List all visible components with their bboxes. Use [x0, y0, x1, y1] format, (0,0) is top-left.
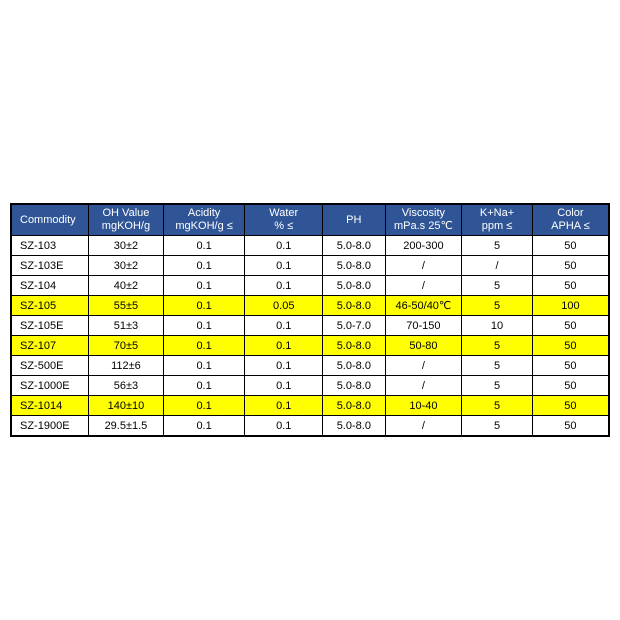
value-cell: / — [385, 356, 462, 376]
table-row — [11, 396, 609, 416]
commodity-cell: SZ-107 — [11, 336, 89, 356]
value-cell: 5.0-8.0 — [323, 336, 386, 356]
product-spec-table — [10, 203, 610, 437]
value-cell: / — [385, 276, 462, 296]
table-row — [11, 236, 609, 256]
commodity-cell: SZ-105 — [11, 296, 89, 316]
table-row — [11, 296, 609, 316]
commodity-cell: SZ-104 — [11, 276, 89, 296]
column-header — [462, 204, 533, 236]
value-cell: 5 — [462, 236, 533, 256]
table-row — [11, 256, 609, 276]
value-cell: 30±2 — [89, 256, 164, 276]
column-header-sublabel: mgKOH/g — [101, 220, 151, 232]
value-cell: 0.1 — [245, 396, 323, 416]
value-cell: 50-80 — [385, 336, 462, 356]
value-cell: 5.0-8.0 — [323, 276, 386, 296]
value-cell: 200-300 — [385, 236, 462, 256]
column-header — [385, 204, 462, 236]
value-cell: 46-50/40℃ — [385, 296, 462, 316]
value-cell: 50 — [532, 336, 609, 356]
value-cell: 0.1 — [163, 276, 245, 296]
value-cell: 0.1 — [163, 296, 245, 316]
table-row — [11, 336, 609, 356]
value-cell: 0.05 — [245, 296, 323, 316]
commodity-cell: SZ-103E — [11, 256, 89, 276]
value-cell: 0.1 — [245, 416, 323, 437]
column-header — [323, 204, 386, 236]
commodity-cell: SZ-103 — [11, 236, 89, 256]
value-cell: 5 — [462, 276, 533, 296]
value-cell: / — [385, 416, 462, 437]
table-row — [11, 356, 609, 376]
value-cell: 56±3 — [89, 376, 164, 396]
value-cell: 0.1 — [245, 276, 323, 296]
table-row — [11, 276, 609, 296]
value-cell: 5 — [462, 376, 533, 396]
value-cell: 0.1 — [163, 376, 245, 396]
value-cell: 0.1 — [245, 316, 323, 336]
value-cell: 10 — [462, 316, 533, 336]
value-cell: 0.1 — [163, 336, 245, 356]
value-cell: 70-150 — [385, 316, 462, 336]
value-cell: 5 — [462, 356, 533, 376]
column-header-sublabel: mPa.s 25℃ — [393, 220, 453, 232]
value-cell: / — [462, 256, 533, 276]
value-cell: 50 — [532, 416, 609, 437]
column-header — [163, 204, 245, 236]
value-cell: 0.1 — [163, 416, 245, 437]
table-body — [11, 236, 609, 437]
value-cell: 40±2 — [89, 276, 164, 296]
column-header-sublabel: ppm ≤ — [481, 220, 513, 232]
value-cell: 50 — [532, 376, 609, 396]
value-cell: 5.0-8.0 — [323, 396, 386, 416]
value-cell: 50 — [532, 236, 609, 256]
value-cell: 112±6 — [89, 356, 164, 376]
value-cell: 5 — [462, 416, 533, 437]
column-header — [89, 204, 164, 236]
table-row — [11, 416, 609, 437]
column-header-label: Water — [269, 207, 299, 219]
header-row — [11, 204, 609, 236]
value-cell: 50 — [532, 256, 609, 276]
commodity-cell: SZ-1014 — [11, 396, 89, 416]
value-cell: 0.1 — [245, 356, 323, 376]
value-cell: 5.0-8.0 — [323, 416, 386, 437]
value-cell: 70±5 — [89, 336, 164, 356]
value-cell: 30±2 — [89, 236, 164, 256]
column-header — [532, 204, 609, 236]
value-cell: 10-40 — [385, 396, 462, 416]
commodity-cell: SZ-105E — [11, 316, 89, 336]
column-header-sublabel: APHA ≤ — [551, 220, 590, 232]
value-cell: 100 — [532, 296, 609, 316]
value-cell: 0.1 — [245, 376, 323, 396]
value-cell: 51±3 — [89, 316, 164, 336]
value-cell: 0.1 — [163, 236, 245, 256]
value-cell: 0.1 — [245, 256, 323, 276]
value-cell: 5 — [462, 336, 533, 356]
table-row — [11, 316, 609, 336]
column-header-label: Acidity — [187, 207, 221, 219]
value-cell: 0.1 — [163, 396, 245, 416]
commodity-cell: SZ-500E — [11, 356, 89, 376]
value-cell: 29.5±1.5 — [89, 416, 164, 437]
value-cell: 5.0-8.0 — [323, 236, 386, 256]
value-cell: 0.1 — [163, 316, 245, 336]
value-cell: 5 — [462, 396, 533, 416]
column-header-label: PH — [346, 213, 362, 226]
value-cell: / — [385, 256, 462, 276]
column-header-label: Commodity — [20, 213, 76, 226]
value-cell: 50 — [532, 396, 609, 416]
value-cell: 5 — [462, 296, 533, 316]
value-cell: 55±5 — [89, 296, 164, 316]
column-header-label: Viscosity — [401, 207, 445, 219]
value-cell: / — [385, 376, 462, 396]
value-cell: 5.0-8.0 — [323, 376, 386, 396]
column-header — [245, 204, 323, 236]
column-header — [11, 204, 89, 236]
value-cell: 50 — [532, 316, 609, 336]
commodity-cell: SZ-1000E — [11, 376, 89, 396]
value-cell: 0.1 — [163, 256, 245, 276]
column-header-label: OH Value — [102, 207, 150, 219]
column-header-sublabel: % ≤ — [274, 220, 294, 232]
value-cell: 50 — [532, 356, 609, 376]
value-cell: 140±10 — [89, 396, 164, 416]
value-cell: 0.1 — [245, 336, 323, 356]
value-cell: 5.0-8.0 — [323, 356, 386, 376]
value-cell: 50 — [532, 276, 609, 296]
column-header-label: K+Na+ — [479, 207, 515, 219]
value-cell: 5.0-8.0 — [323, 256, 386, 276]
table-row — [11, 376, 609, 396]
table-header — [11, 204, 609, 236]
value-cell: 5.0-7.0 — [323, 316, 386, 336]
value-cell: 0.1 — [163, 356, 245, 376]
column-header-label: Color — [557, 207, 584, 219]
value-cell: 0.1 — [245, 236, 323, 256]
commodity-cell: SZ-1900E — [11, 416, 89, 437]
value-cell: 5.0-8.0 — [323, 296, 386, 316]
column-header-sublabel: mgKOH/g ≤ — [175, 220, 233, 232]
